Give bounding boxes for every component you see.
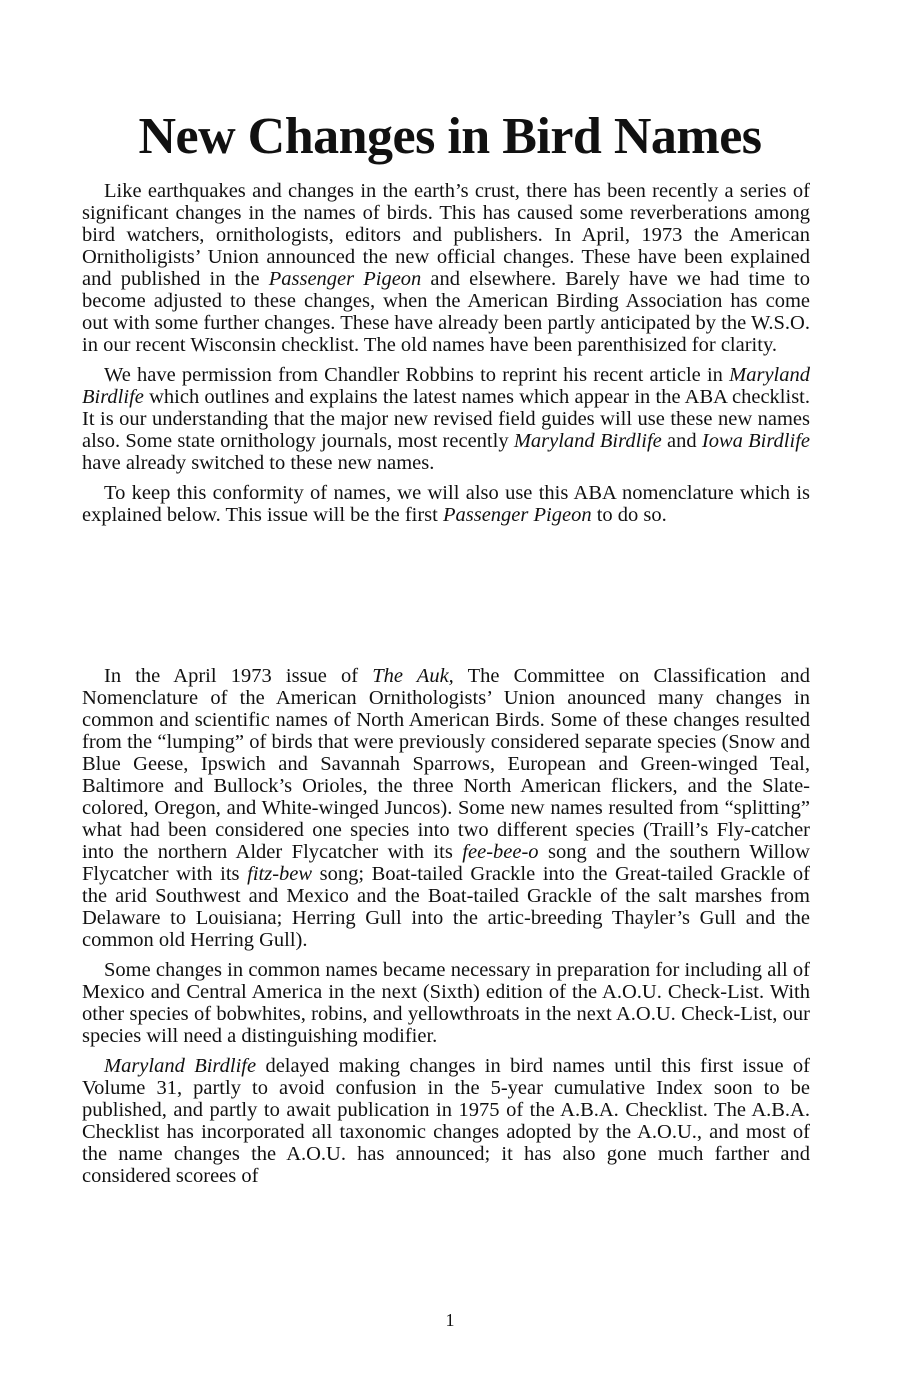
italic-title-text: Passenger Pigeon xyxy=(268,268,422,290)
italic-title-text: fee-bee-o xyxy=(462,841,539,863)
italic-title-text: Maryland Birdlife xyxy=(82,364,810,408)
paragraph-text: In the April 1973 issue of xyxy=(104,665,373,687)
italic-title-text: fitz-bew xyxy=(247,863,313,885)
paragraph-text: song; Boat-tailed Grackle into the Great-tailed Grackle of the arid Southwest and Mexico and the Boat-tailed Grackle of the salt marshes from Delaware to Louisiana; Herring Gull into the artic-breeding Thayler’s Gull and the common old Herring Gull). xyxy=(82,863,810,951)
paragraph-text: and xyxy=(661,430,702,452)
paragraph-text: Some changes in common names became necessary in preparation for including all of Mexico and Central America in the next (Sixth) edition of the A.O.U. Check-List. With other species of bobwhites, robins, and yellowthroats in the next A.O.U. Check-List, our species will need a distinguishing modifier. xyxy=(82,959,810,1047)
italic-title-text: Maryland Birdlife xyxy=(104,1055,257,1077)
paragraph-text: and elsewhere. Barely have we had time to become adjusted to these changes, when the American Birding Association has come out with some further changes. These have already been partly anticipated by the W.S.O. in our recent Wisconsin checklist. The old names have been parenthisized for clarity. xyxy=(82,268,810,356)
intro-paragraph xyxy=(82,180,810,356)
article-paragraph xyxy=(82,1055,810,1187)
paragraph-text: To keep this conformity of names, we will also use this ABA nomenclature which is explained below. This issue will be the first xyxy=(82,482,810,526)
paragraph-text: delayed making changes in bird names until this first issue of Volume 31, partly to avoid confusion in the 5-year cumulative Index soon to be published, and partly to await publication in 1975 of the A.B.A. Checklist. The A.B.A. Checklist has incorporated all taxonomic changes adopted by the A.O.U., and most of the name changes the A.O.U. has announced; it has also gone much farther and considered scorees of xyxy=(82,1055,810,1187)
intro-paragraph xyxy=(82,482,810,526)
paragraph-text: to do so. xyxy=(591,504,667,526)
page-title: New Changes in Bird Names xyxy=(138,108,762,165)
article-paragraph xyxy=(82,665,810,951)
italic-title-text: Maryland Birdlife xyxy=(513,430,662,452)
italic-title-text: Iowa Birdlife xyxy=(701,430,810,452)
article-section xyxy=(82,665,810,1187)
paragraph-text: Like earthquakes and changes in the earth’s crust, there has been recently a series of significant changes in the names of birds. This has caused some reverberations among bird watchers, ornithologists, editors and publishers. In April, 1973 the American Ornitholigists’ Union announced the new official changes. These have been explained and published in the xyxy=(82,180,810,290)
article-paragraph xyxy=(82,959,810,1047)
paragraph-text: The Committee on Classification and Nomenclature of the American Ornithologists’ Union anounced many changes in common and scientific names of North American Birds. Some of these changes resulted from the “lumping” of birds that were previously considered separate species (Snow and Blue Geese, Ipswich and Savannah Sparrows, European and Green-winged Teal, Baltimore and Bullock’s Orioles, the three North American flickers, and the Slate-colored, Oregon, and White-winged Juncos). Some new names resulted from “splitting” what had been considered one species into two different species (Traill’s Fly-catcher into the northern Alder Flycatcher with its xyxy=(82,665,810,863)
italic-title-text: Passenger Pigeon xyxy=(442,504,592,526)
paragraph-text: have already switched to these new names. xyxy=(82,452,435,474)
intro-paragraph xyxy=(82,364,810,474)
paragraph-text: We have permission from Chandler Robbins to reprint his recent article in xyxy=(104,364,730,386)
paragraph-text: which outlines and explains the latest names which appear in the ABA checklist. It is our understanding that the major new revised field guides will use these new names also. Some state ornithology journals, most recently xyxy=(82,386,810,452)
intro-section xyxy=(82,180,810,526)
paragraph-text: song and the southern Willow Flycatcher with its xyxy=(82,841,810,885)
italic-title-text: The Auk, xyxy=(372,665,454,687)
page-number: 1 xyxy=(445,1310,455,1330)
